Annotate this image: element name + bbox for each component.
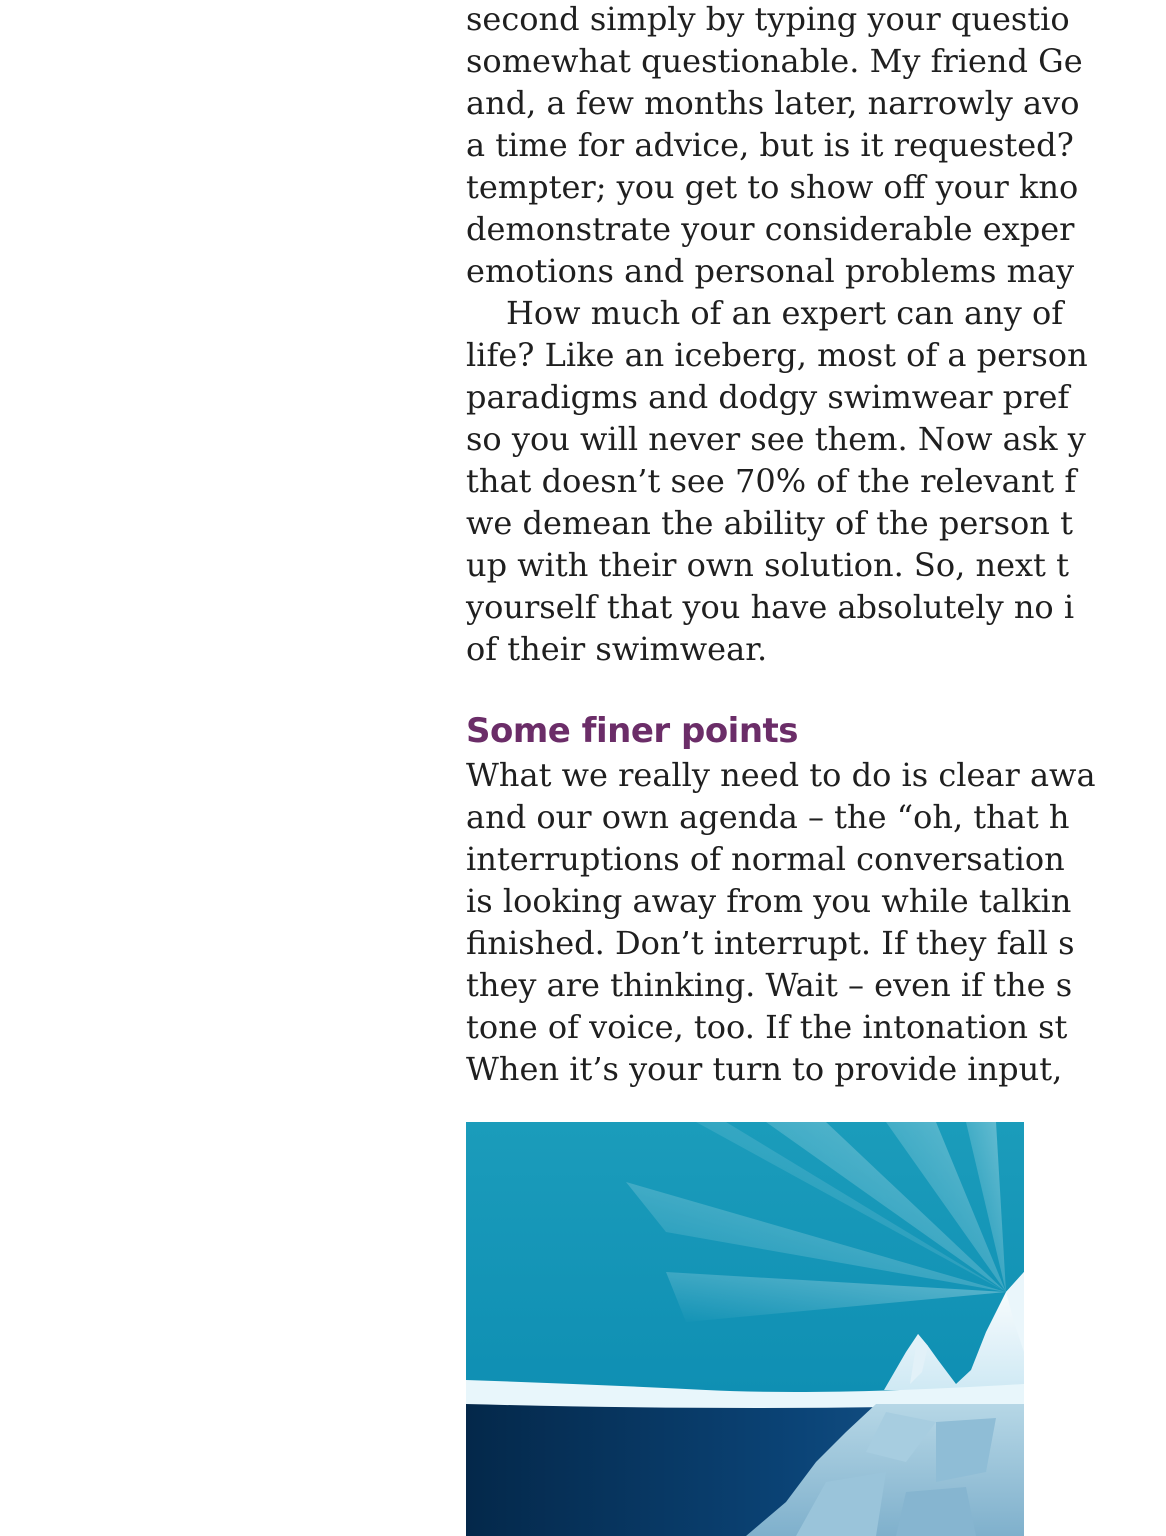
text-line: When it’s your turn to provide input, (466, 1050, 1063, 1088)
text-line: we demean the ability of the person t (466, 504, 1073, 542)
text-line: up with their own solution. So, next t (466, 546, 1069, 584)
text-line: somewhat questionable. My friend Ge (466, 42, 1083, 80)
text-line: is looking away from you while talkin (466, 882, 1072, 920)
body-text-lower (466, 754, 1096, 1090)
section-heading: Some finer points (466, 711, 799, 751)
text-line: demonstrate your considerable exper (466, 210, 1075, 248)
text-line: a time for advice, but is it requested? (466, 126, 1074, 164)
text-line: second simply by typing your questio (466, 0, 1070, 38)
text-line: they are thinking. Wait – even if the s (466, 966, 1073, 1004)
text-line: so you will never see them. Now ask y (466, 420, 1086, 458)
text-line: life? Like an iceberg, most of a person (466, 336, 1088, 374)
text-line: of their swimwear. (466, 630, 768, 668)
text-line: finished. Don’t interrupt. If they fall s (466, 924, 1075, 962)
text-line: emotions and personal problems may (466, 252, 1075, 290)
text-line: and, a few months later, narrowly avo (466, 84, 1080, 122)
iceberg-illustration (466, 1122, 1024, 1536)
text-line: tone of voice, too. If the intonation st (466, 1008, 1068, 1046)
text-line: tempter; you get to show off your kno (466, 168, 1079, 206)
iceberg-svg (466, 1122, 1024, 1536)
text-line: paradigms and dodgy swimwear pref (466, 378, 1070, 416)
text-line: interruptions of normal conversation (466, 840, 1065, 878)
text-line: that doesn’t see 70% of the relevant f (466, 462, 1077, 500)
text-line: How much of an expert can any of (506, 294, 1064, 332)
text-line: yourself that you have absolutely no i (466, 588, 1075, 626)
text-line: What we really need to do is clear awa (466, 756, 1096, 794)
text-line: and our own agenda – the “oh, that h (466, 798, 1070, 836)
body-text-upper (466, 0, 1088, 670)
